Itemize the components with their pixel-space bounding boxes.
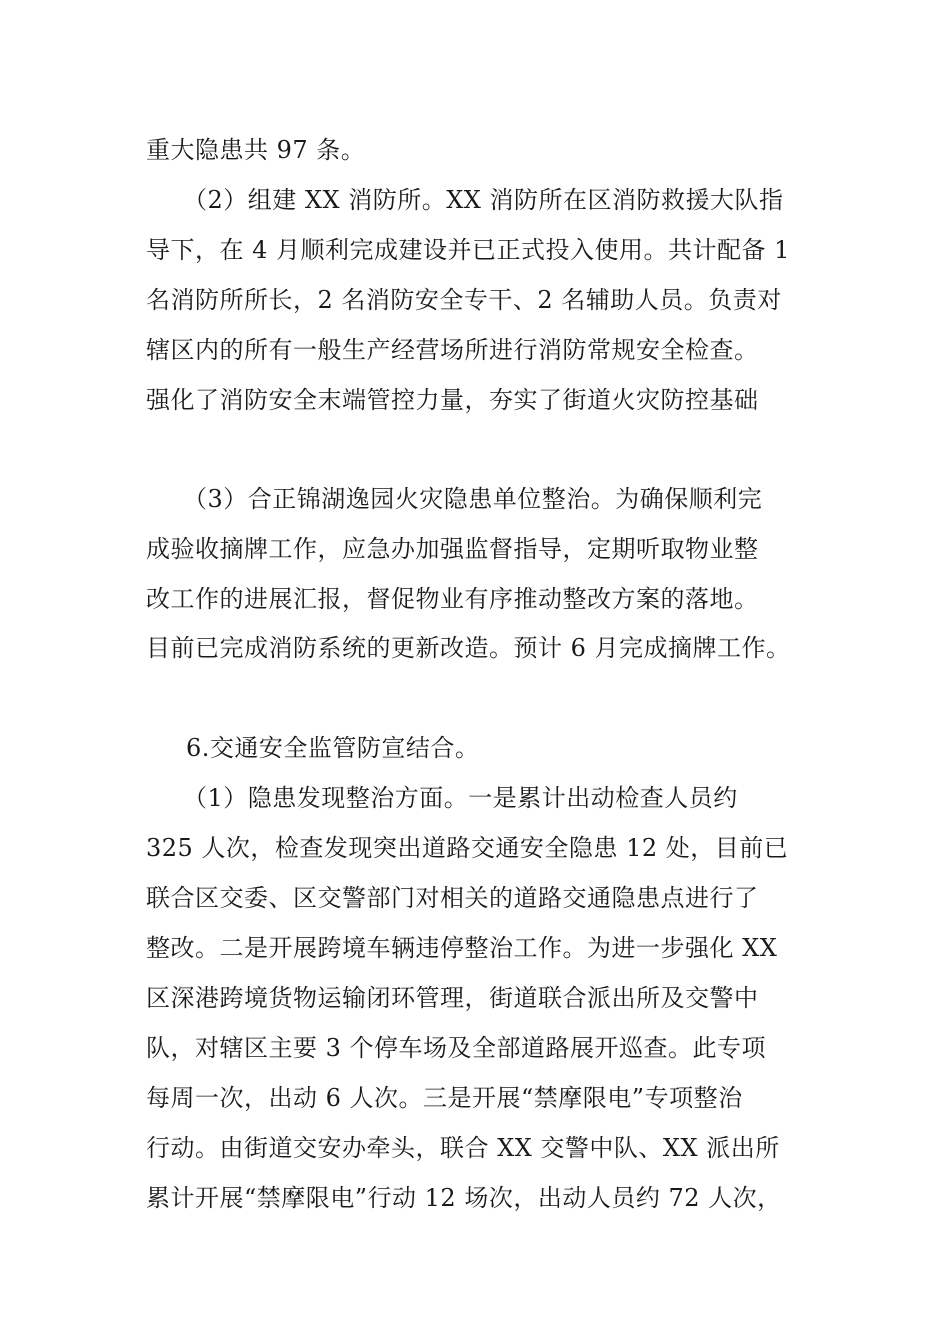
- text-line: 区深港跨境货物运输闭环管理，街道联合派出所及交警中: [146, 984, 759, 1012]
- text-line: 辖区内的所有一般生产经营场所进行消防常规安全检查。: [146, 336, 759, 364]
- text-line: 目前已完成消防系统的更新改造。预计 6 月完成摘牌工作。: [146, 634, 791, 662]
- text-line: 联合区交委、区交警部门对相关的道路交通隐患点进行了: [146, 884, 759, 912]
- text-line: 行动。由街道交安办牵头，联合 XX 交警中队、XX 派出所: [146, 1134, 780, 1162]
- text-line: （1）隐患发现整治方面。一是累计出动检查人员约: [183, 784, 738, 812]
- text-line: 队，对辖区主要 3 个停车场及全部道路展开巡查。此专项: [146, 1034, 767, 1062]
- text-line: 成验收摘牌工作，应急办加强监督指导，定期听取物业整: [146, 535, 759, 563]
- text-line: （3）合正锦湖逸园火灾隐患单位整治。为确保顺利完: [183, 485, 763, 513]
- text-line: 重大隐患共 97 条。: [146, 136, 366, 164]
- text-line: 累计开展“禁摩限电”行动 12 场次，出动人员约 72 人次，: [146, 1184, 782, 1212]
- text-line: 导下，在 4 月顺利完成建设并已正式投入使用。共计配备 1: [146, 236, 790, 264]
- text-line: 每周一次，出动 6 人次。三是开展“禁摩限电”专项整治: [146, 1084, 743, 1112]
- text-line: 强化了消防安全末端管控力量，夯实了街道火灾防控基础: [146, 386, 759, 414]
- text-line: 325 人次，检查发现突出道路交通安全隐患 12 处，目前已: [146, 834, 789, 862]
- text-line: 名消防所所长，2 名消防安全专干、2 名辅助人员。负责对: [146, 286, 782, 314]
- text-line: （2）组建 XX 消防所。XX 消防所在区消防救援大队指: [183, 186, 784, 214]
- section-heading: 6.交通安全监管防宣结合。: [186, 734, 480, 762]
- text-line: 改工作的进展汇报，督促物业有序推动整改方案的落地。: [146, 585, 759, 613]
- text-line: 整改。二是开展跨境车辆违停整治工作。为进一步强化 XX: [146, 934, 778, 962]
